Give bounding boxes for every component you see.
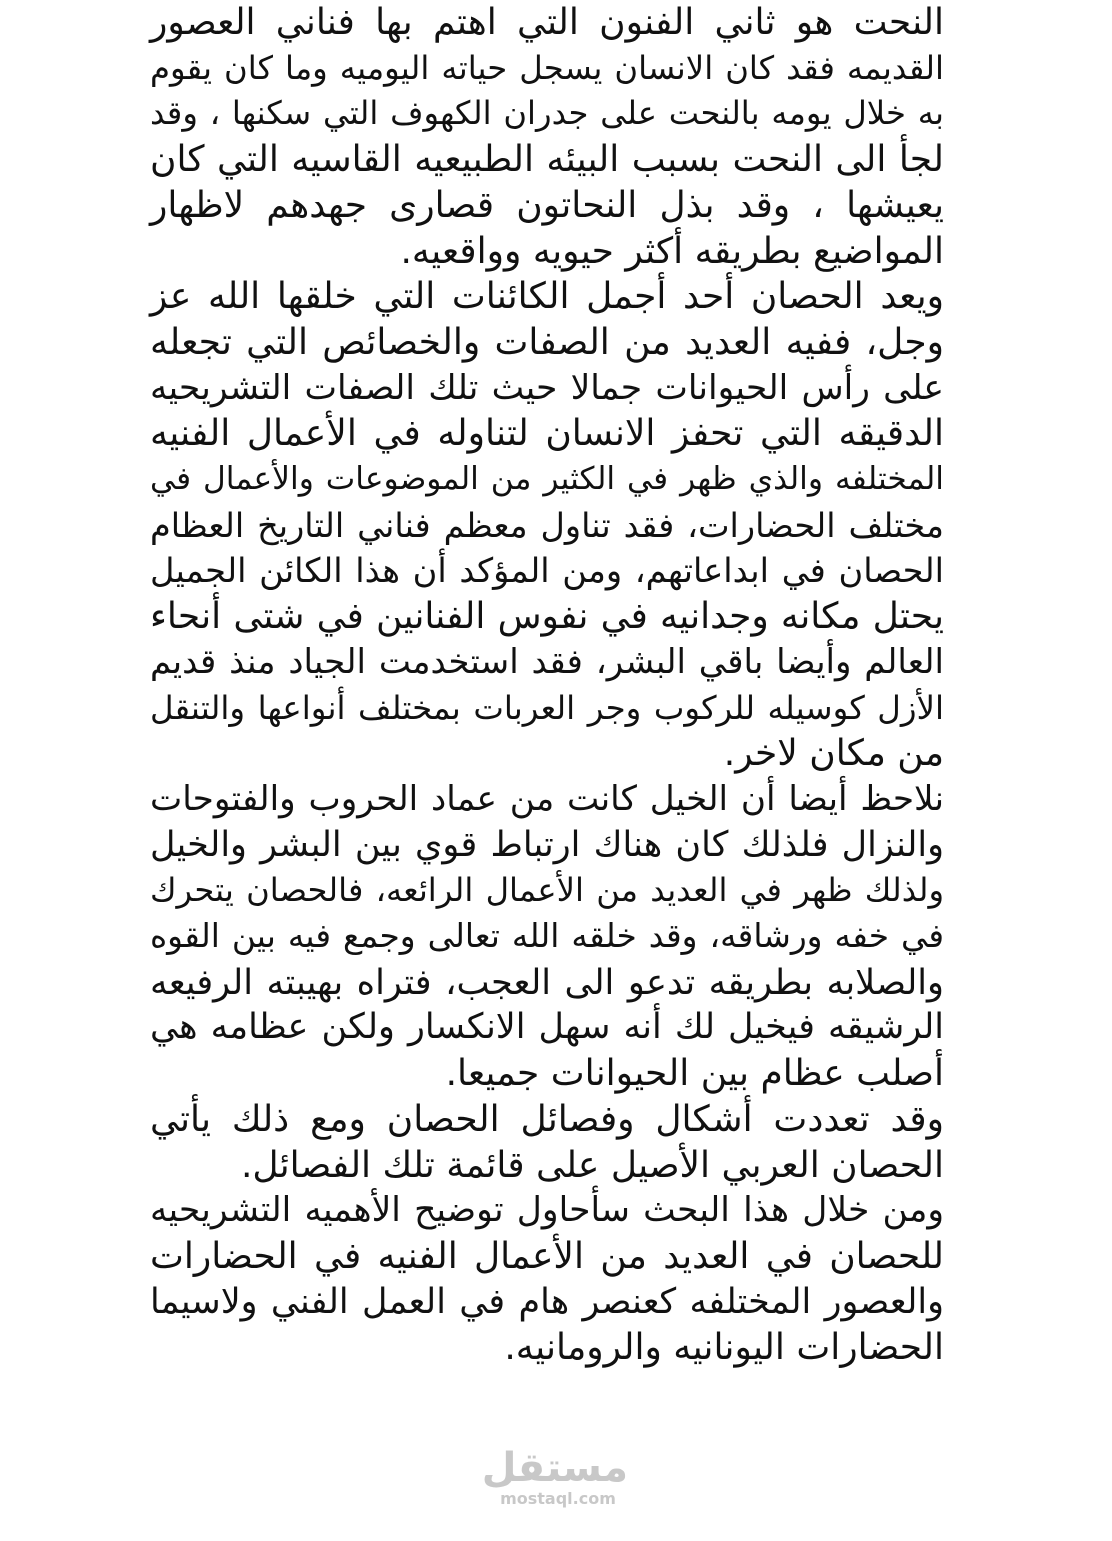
text-line: الحضارات اليونانيه والرومانيه.: [504, 1327, 944, 1369]
text-line: من مكان لاخر.: [723, 733, 944, 775]
text-line: نلاحظ أيضا أن الخيل كانت من عماد الحروب والفتوحات: [150, 778, 944, 819]
text-line: الدقيقه التي تحفز الانسان لتناوله في الأعمال الفنيه: [150, 413, 944, 455]
text-line: وجل، ففيه العديد من الصفات والخصائص التي تجعله: [150, 321, 944, 363]
text-line: ولذلك ظهر في العديد من الأعمال الرائعه، فالحصان يتحرك: [150, 871, 944, 910]
text-line: ومن خلال هذا البحث سأحاول توضيح الأهميه التشريحيه: [150, 1190, 944, 1231]
paragraph: [150, 1188, 944, 1371]
text-line: يعيشها ، وقد بذل النحاتون قصارى جهدهم لاظهار: [150, 184, 944, 226]
watermark-logo: مستقل: [481, 1445, 628, 1491]
text-line: العالم وأيضا باقي البشر، فقد استخدمت الجياد منذ قديم: [150, 641, 944, 682]
text-line: مختلف الحضارات، فقد تناول معظم فناني التاريخ العظام: [150, 505, 944, 545]
text-line: النحت هو ثاني الفنون التي اهتم بها فناني العصور: [150, 2, 944, 43]
text-line: القديمه فقد كان الانسان يسجل حياته اليوميه وما كان يقوم: [150, 48, 944, 87]
text-line: للحصان في العديد من الأعمال الفنيه في الحضارات: [150, 1235, 944, 1277]
text-line: والعصور المختلفه كعنصر هام في العمل الفني ولاسيما: [150, 1281, 944, 1322]
paragraph: [150, 274, 944, 777]
text-line: يحتل مكانه وجدانيه في نفوس الفنانين في شتى أنحاء: [150, 596, 944, 638]
text-line: لجأ الى النحت بسبب البيئه الطبيعيه القاسيه التي كان: [150, 139, 944, 181]
text-line: ويعد الحصان أحد أجمل الكائنات التي خلقها الله عز: [150, 276, 944, 318]
text-line: أصلب عظام بين الحيوانات جميعا.: [445, 1053, 944, 1095]
mostaql-watermark: [481, 1445, 628, 1508]
text-line: والصلابه بطريقه تدعو الى العجب، فتراه بهيبته الرفيعه: [150, 961, 944, 1003]
paragraph: [150, 1097, 944, 1188]
text-line: به خلال يومه بالنحت على جدران الكهوف التي سكنها ، وقد: [150, 94, 944, 133]
paragraph: [150, 0, 944, 274]
text-line: المواضيع بطريقه أكثر حيويه وواقعيه.: [400, 230, 944, 272]
text-line: الرشيقه فيخيل لك أنه سهل الانكسار ولكن عظامه هي: [150, 1007, 944, 1048]
text-line: الحصان في ابداعاتهم، ومن المؤكد أن هذا الكائن الجميل: [150, 551, 944, 591]
text-line: والنزال فلذلك كان هناك ارتباط قوي بين البشر والخيل: [150, 824, 944, 865]
text-line: المختلفه والذي ظهر في الكثير من الموضوعات والأعمال في: [150, 461, 944, 498]
text-line: على رأس الحيوانات جمالا حيث تلك الصفات التشريحيه: [150, 367, 944, 408]
text-line: في خفه ورشاقه، وقد خلقه الله تعالى وجمع فيه بين القوه: [150, 917, 944, 956]
paragraph: [150, 777, 944, 1097]
text-line: وقد تعددت أشكال وفصائل الحصان ومع ذلك يأتي: [150, 1098, 944, 1140]
article-body: [150, 0, 944, 1371]
watermark-url: mostaql.com: [500, 1489, 616, 1508]
text-line: الأزل كوسيله للركوب وجر العربات بمختلف أنواعها والتنقل: [150, 688, 944, 727]
text-line: الحصان العربي الأصيل على قائمة تلك الفصائل.: [240, 1144, 944, 1186]
